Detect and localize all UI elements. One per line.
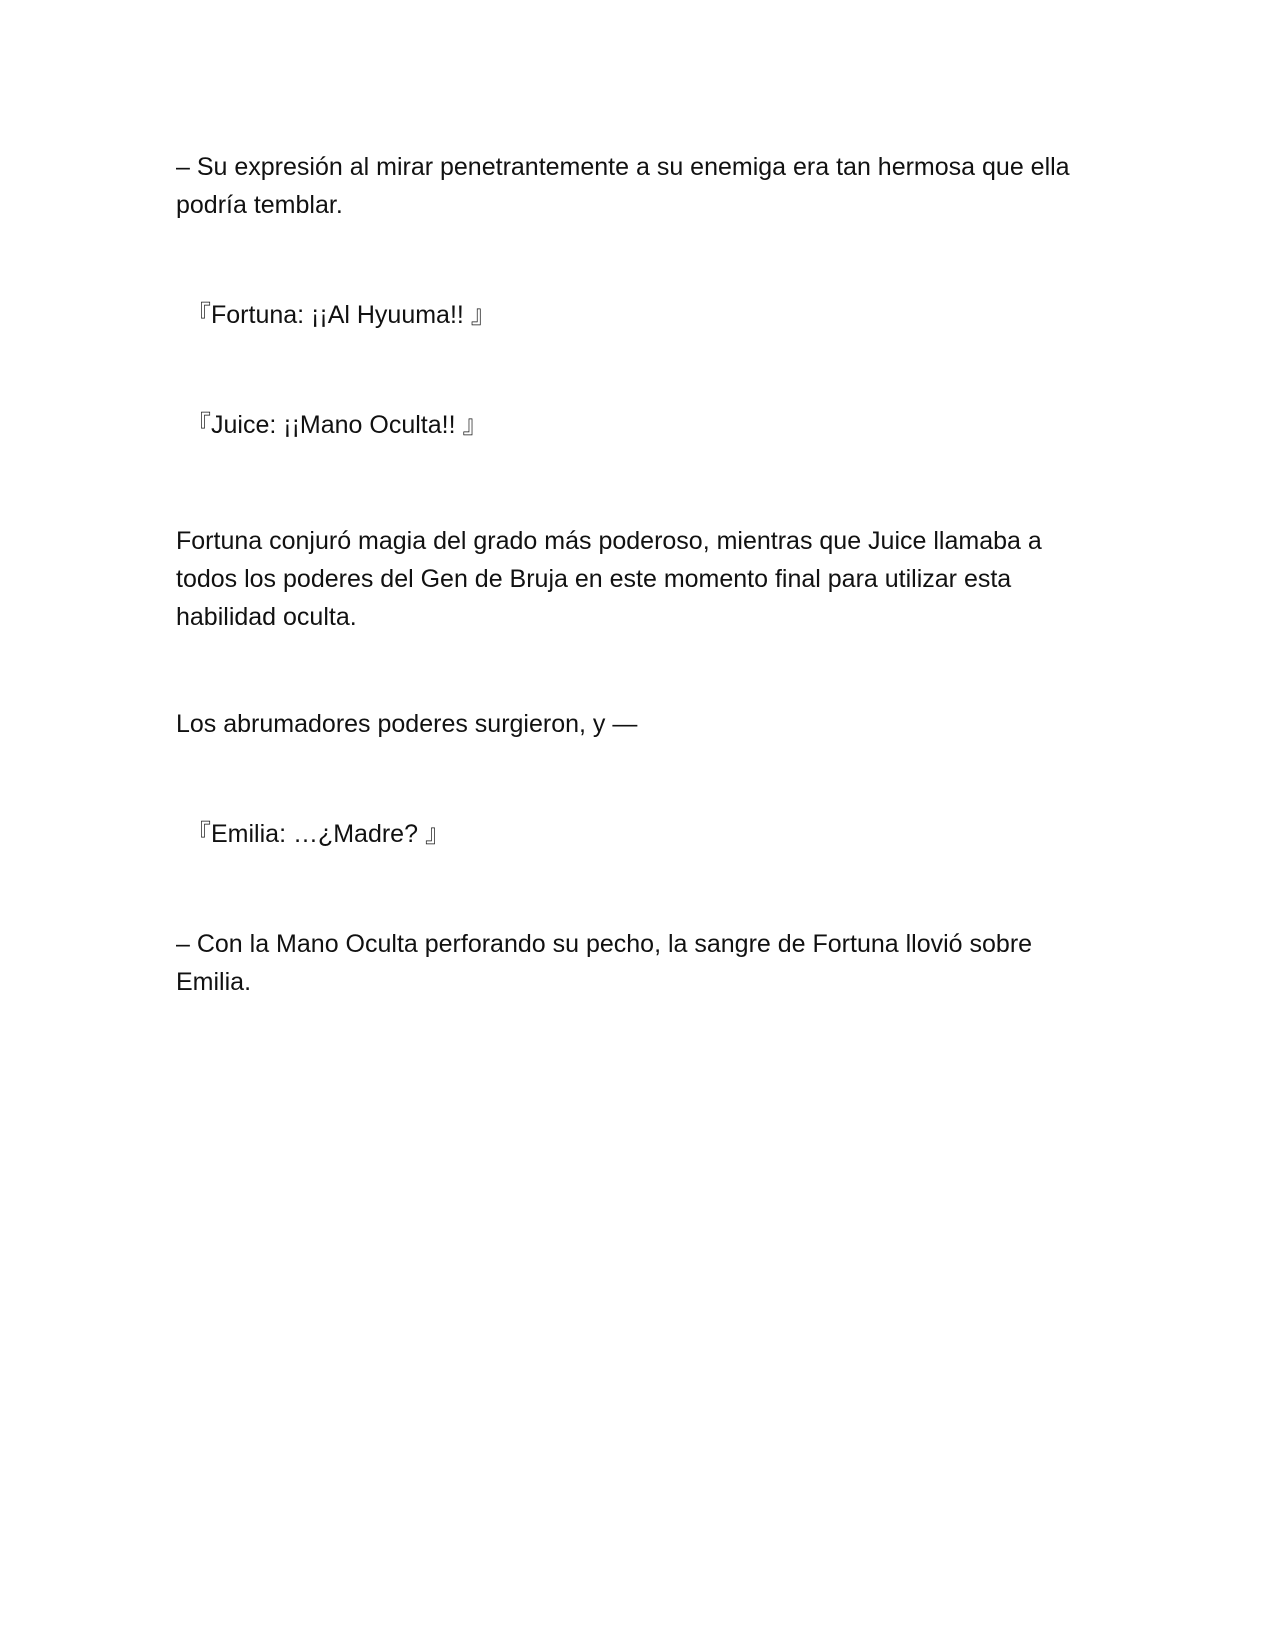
narration-paragraph-3: Los abrumadores poderes surgieron, y — (176, 710, 638, 738)
dialogue-line-fortuna: 『Fortuna: ¡¡Al Hyuuma!! 』 (186, 301, 496, 329)
narration-paragraph-4: – Con la Mano Oculta perforando su pecho, la sangre de Fortuna llovió sobre Emilia. (176, 930, 1033, 996)
dialogue-line-emilia: 『Emilia: …¿Madre? 』 (186, 820, 450, 848)
narration-paragraph-1: – Su expresión al mirar penetrantemente a su enemiga era tan hermosa que ella podría temblar. (176, 153, 1070, 219)
narration-paragraph-2: Fortuna conjuró magia del grado más poderoso, mientras que Juice llamaba a todos los poderes del Gen de Bruja en este momento final para utilizar esta habilidad oculta. (176, 527, 1042, 631)
dialogue-line-juice: 『Juice: ¡¡Mano Oculta!! 』 (186, 411, 488, 439)
